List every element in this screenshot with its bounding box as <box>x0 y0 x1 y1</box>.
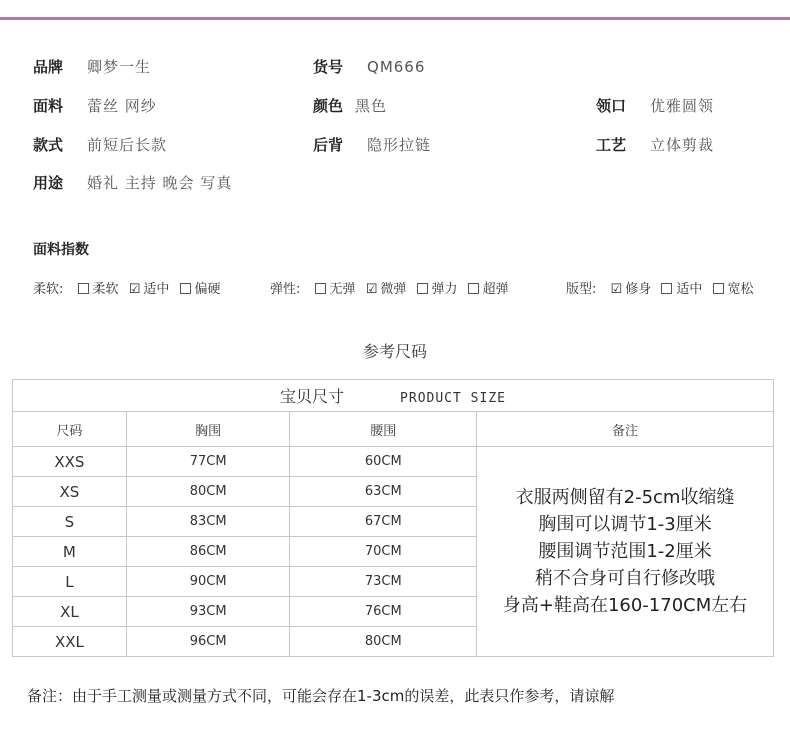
note-line: 身高+鞋高在160-170CM左右 <box>502 595 748 616</box>
option-slim <box>611 282 652 297</box>
spec-label: 面料 <box>33 97 64 115</box>
spec-value: 蕾丝 网纱 <box>87 97 157 115</box>
spec-value: 隐形拉链 <box>367 136 432 154</box>
spec-value: 优雅圆领 <box>650 97 715 115</box>
option-loose <box>713 282 754 297</box>
softness-group <box>33 278 227 297</box>
spec-value: 立体剪裁 <box>650 136 715 154</box>
checkbox-empty-icon <box>468 283 479 294</box>
option-medium <box>129 282 170 297</box>
checkmark-icon: ☑ <box>365 282 378 297</box>
note-line: 稍不合身可自行修改哦 <box>535 568 716 589</box>
bust-cell: 86CM <box>126 537 290 567</box>
note-line: 衣服两侧留有2-5cm收缩缝 <box>515 487 735 508</box>
reference-size-title: 参考尺码 <box>362 342 427 361</box>
waist-cell: 63CM <box>290 477 477 507</box>
waist-cell: 80CM <box>290 627 477 657</box>
bust-cell: 90CM <box>126 567 290 597</box>
waist-cell: 60CM <box>290 447 477 477</box>
size-cell: XXS <box>13 447 127 477</box>
option-super-stretch <box>468 282 509 297</box>
notes-cell <box>477 447 774 657</box>
option-hard <box>180 282 221 297</box>
spec-brand <box>33 56 151 77</box>
spec-label: 后背 <box>313 136 344 154</box>
option-regular <box>661 282 702 297</box>
spec-value: 黑色 <box>355 97 388 115</box>
spec-item-number <box>313 56 425 77</box>
table-row <box>13 447 774 477</box>
bust-cell: 93CM <box>126 597 290 627</box>
note-line: 胸围可以调节1-3厘米 <box>538 514 712 535</box>
bust-cell: 77CM <box>126 447 290 477</box>
checkbox-empty-icon <box>661 283 672 294</box>
checkmark-icon: ☑ <box>128 282 141 297</box>
option-label: 修身 <box>625 282 652 297</box>
checkbox-empty-icon <box>713 283 724 294</box>
spec-color <box>313 95 387 116</box>
col-bust: 胸围 <box>126 412 290 447</box>
table-title-cn: 宝贝尺寸 <box>280 387 345 406</box>
option-label: 超弹 <box>482 282 509 297</box>
table-title <box>13 380 774 412</box>
option-soft <box>78 282 119 297</box>
waist-cell: 73CM <box>290 567 477 597</box>
table-column-headers <box>13 412 774 447</box>
top-divider-line <box>0 17 790 20</box>
bust-cell: 83CM <box>126 507 290 537</box>
checkmark-icon: ☑ <box>610 282 623 297</box>
size-cell: XL <box>13 597 127 627</box>
size-cell: M <box>13 537 127 567</box>
col-waist: 腰围 <box>290 412 477 447</box>
waist-cell: 67CM <box>290 507 477 537</box>
checkbox-empty-icon <box>417 283 428 294</box>
fit-group <box>566 278 760 297</box>
size-cell: XS <box>13 477 127 507</box>
waist-cell: 70CM <box>290 537 477 567</box>
option-stretch <box>417 282 458 297</box>
spec-label: 款式 <box>33 136 64 154</box>
option-slight-stretch <box>366 282 407 297</box>
spec-label: 领口 <box>596 97 627 115</box>
waist-cell: 76CM <box>290 597 477 627</box>
size-cell: S <box>13 507 127 537</box>
option-label: 适中 <box>676 282 703 297</box>
spec-label: 品牌 <box>33 58 64 76</box>
spec-value: 卿梦一生 <box>87 58 152 76</box>
option-label: 微弹 <box>380 282 407 297</box>
option-label: 弹力 <box>431 282 458 297</box>
spec-back <box>313 134 431 155</box>
bust-cell: 96CM <box>126 627 290 657</box>
spec-neckline <box>596 95 714 116</box>
size-cell: L <box>13 567 127 597</box>
spec-label: 颜色 <box>313 97 344 115</box>
spec-usage <box>33 172 232 193</box>
spec-fabric <box>33 95 157 116</box>
option-no-stretch <box>315 282 356 297</box>
spec-style <box>33 134 167 155</box>
table-title-en: PRODUCT SIZE <box>400 391 506 406</box>
spec-value: 前短后长款 <box>87 136 168 154</box>
checkbox-empty-icon <box>180 283 191 294</box>
spec-label: 货号 <box>313 58 344 76</box>
option-label: 偏硬 <box>194 282 221 297</box>
bust-cell: 80CM <box>126 477 290 507</box>
spec-value: QM666 <box>367 58 426 76</box>
spec-craft <box>596 134 714 155</box>
footer-disclaimer: 备注：由于手工测量或测量方式不同，可能会存在1-3cm的误差，此表只作参考，请谅解 <box>27 687 615 705</box>
fabric-index-title: 面料指数 <box>33 242 89 258</box>
option-label: 柔软 <box>92 282 119 297</box>
col-notes: 备注 <box>477 412 774 447</box>
group-label: 弹性: <box>270 282 301 297</box>
group-label: 柔软: <box>33 282 64 297</box>
checkbox-empty-icon <box>315 283 326 294</box>
note-line: 腰围调节范围1-2厘米 <box>538 541 712 562</box>
checkbox-empty-icon <box>78 283 89 294</box>
group-label: 版型: <box>566 282 597 297</box>
option-label: 宽松 <box>727 282 754 297</box>
col-size: 尺码 <box>13 412 127 447</box>
spec-label: 用途 <box>33 174 64 192</box>
option-label: 适中 <box>143 282 170 297</box>
table-header-row <box>13 380 774 412</box>
option-label: 无弹 <box>329 282 356 297</box>
spec-label: 工艺 <box>596 136 627 154</box>
size-cell: XXL <box>13 627 127 657</box>
size-table <box>12 379 774 657</box>
elasticity-group <box>270 278 515 297</box>
spec-value: 婚礼 主持 晚会 写真 <box>87 174 233 192</box>
